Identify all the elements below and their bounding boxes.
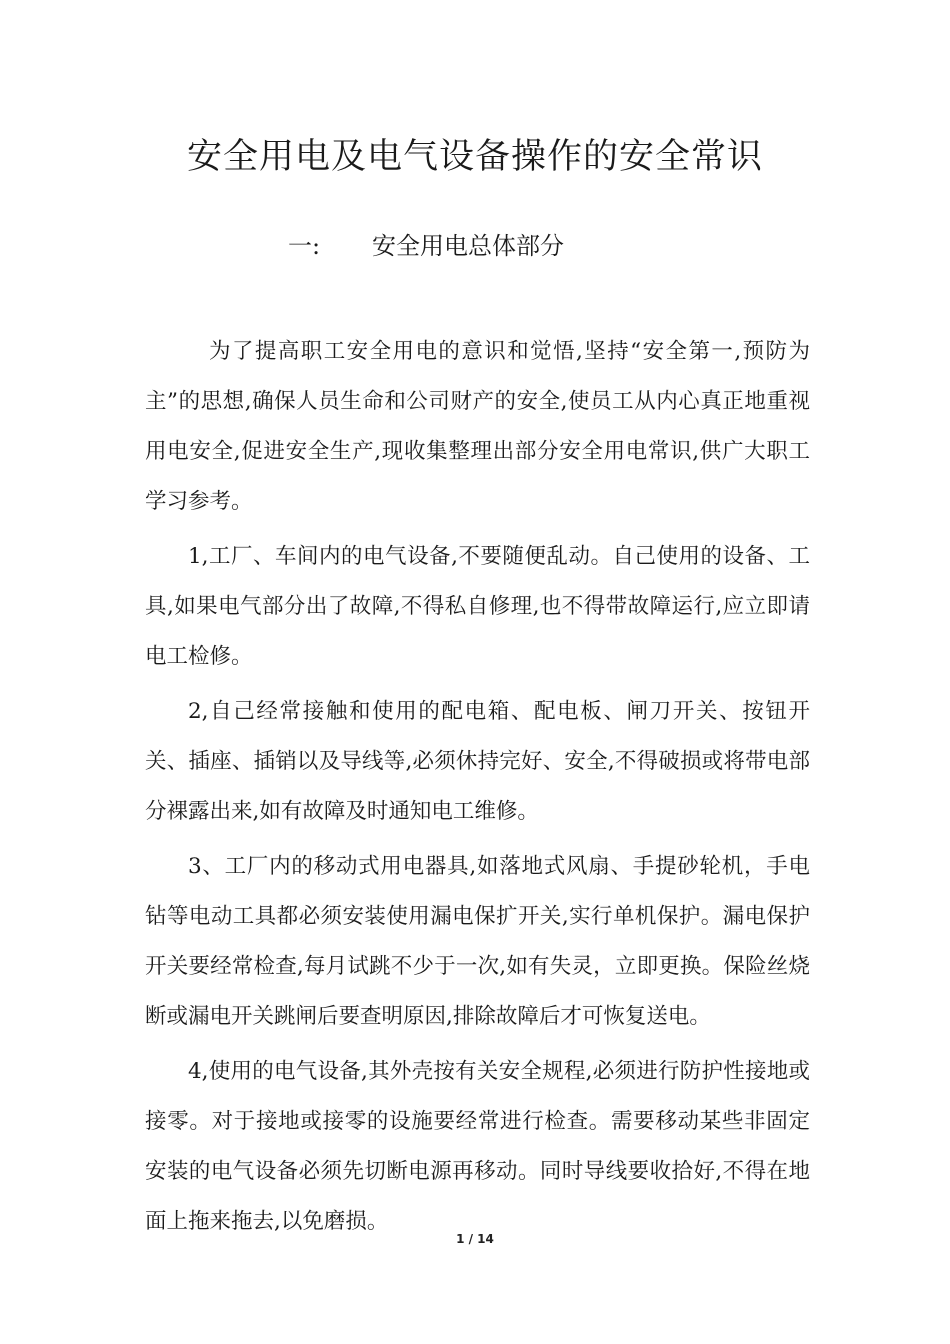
rule-paragraph-4: 4,使用的电气设备,其外壳按有关安全规程,必须进行防护性接地或接零。对于接地或接零的设施要经常进行检查。需要移动某些非固定安装的电气设备必须先切断电源再移动。同时导线要收拾好,不得在地面上拖来拖去,以免磨损。 (145, 1059, 810, 1234)
section-heading (288, 228, 564, 264)
section-number: 一: (288, 232, 321, 260)
rule-paragraph-2: 2,自己经常接触和使用的配电箱、配电板、闸刀开关、按钮开关、插座、插销以及导线等,必须休持完好、安全,不得破损或将带电部分裸露出来,如有故障及时通知电工维修。 (145, 699, 810, 824)
rule-paragraph-3: 3、工厂内的移动式用电器具,如落地式风扇、手提砂轮机，手电钻等电动工具都必须安装使用漏电保扩开关,实行单机保护。漏电保护开关要经常检查,每月试跳不少于一次,如有失灵，立即更换。保险丝烧断或漏电开关跳闸后要查明原因,排除故障后才可恢复送电。 (145, 854, 810, 1029)
document-title: 安全用电及电气设备操作的安全常识 (186, 137, 763, 177)
rule-paragraph-1: 1,工厂、车间内的电气设备,不要随便乱动。自己使用的设备、工具,如果电气部分出了故障,不得私自修理,也不得带故障运行,应立即请电工检修。 (145, 544, 810, 669)
body-text (145, 327, 810, 1252)
intro-paragraph: 为了提高职工安全用电的意识和觉悟,坚持“安全第一,预防为主”的思想,确保人员生命和公司财产的安全,使员工从内心真正地重视用电安全,促进安全生产,现收集整理出部分安全用电常识,供广大职工学习参考。 (145, 339, 810, 514)
section-heading-text: 安全用电总体部分 (372, 232, 564, 260)
page-footer (0, 1232, 950, 1246)
page-indicator: 1 / 14 (456, 1232, 494, 1246)
